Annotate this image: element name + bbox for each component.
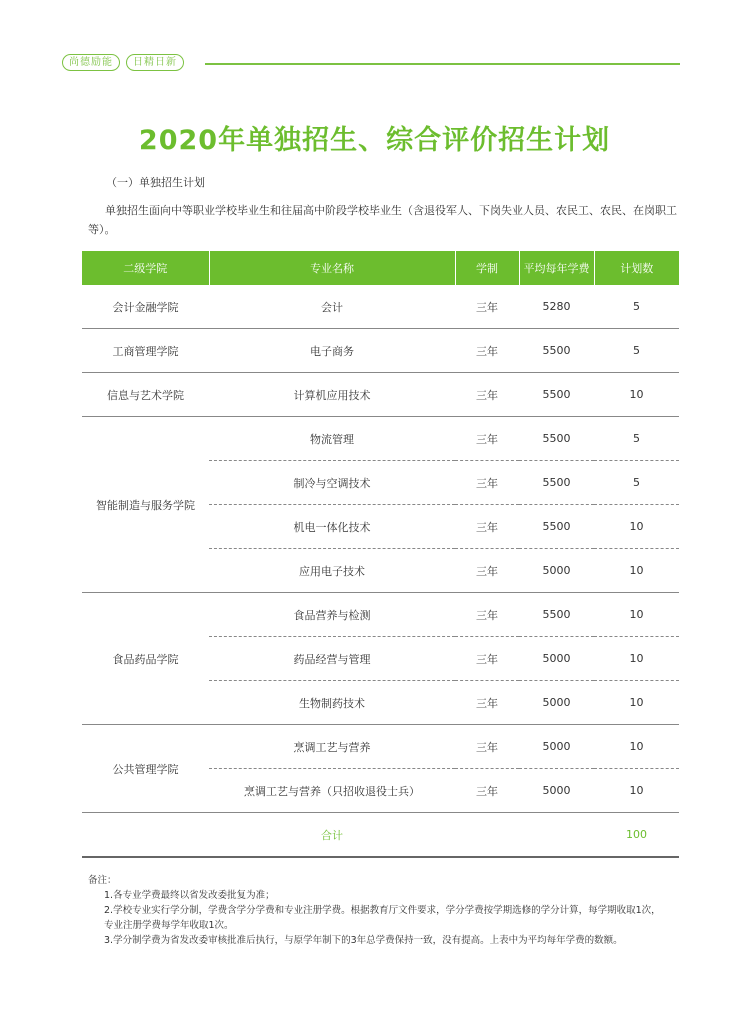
fee-cell: 5000 <box>519 681 594 725</box>
fee-cell: 5000 <box>519 637 594 681</box>
intro-paragraph: 单独招生面向中等职业学校毕业生和往届高中阶段学校毕业生（含退役军人、下岗失业人员、农民工、农民、在岗职工等）。 <box>88 204 677 236</box>
plan-count-cell: 5 <box>594 417 679 461</box>
duration-cell: 三年 <box>455 681 519 725</box>
section-heading: （一）单独招生计划 <box>106 176 205 189</box>
note-item: 1.各专业学费最终以省发改委批复为准； <box>104 890 275 901</box>
header-tag: 尚德励能 <box>62 54 120 71</box>
major-cell: 计算机应用技术 <box>209 373 455 417</box>
fee-cell: 5500 <box>519 373 594 417</box>
fee-cell: 5500 <box>519 593 594 637</box>
table-row <box>82 417 679 461</box>
fee-cell: 5500 <box>519 461 594 505</box>
table-header-row <box>82 251 679 285</box>
plan-count-cell: 10 <box>594 681 679 725</box>
fee-cell: 5000 <box>519 769 594 813</box>
duration-cell: 三年 <box>455 329 519 373</box>
major-cell: 烹调工艺与营养 <box>209 725 455 769</box>
duration-cell: 三年 <box>455 725 519 769</box>
total-row <box>82 813 679 858</box>
fee-cell: 5500 <box>519 505 594 549</box>
college-cell: 智能制造与服务学院 <box>82 417 209 593</box>
total-label: 合计 <box>209 813 455 858</box>
plan-count-cell: 10 <box>594 637 679 681</box>
major-cell: 烹调工艺与营养（只招收退役士兵） <box>209 769 455 813</box>
major-cell: 制冷与空调技术 <box>209 461 455 505</box>
major-cell: 生物制药技术 <box>209 681 455 725</box>
major-cell: 食品营养与检测 <box>209 593 455 637</box>
column-header-duration: 学制 <box>455 251 519 285</box>
notes-label: 备注： <box>88 875 117 886</box>
duration-cell: 三年 <box>455 373 519 417</box>
plan-count-cell: 10 <box>594 549 679 593</box>
duration-cell: 三年 <box>455 417 519 461</box>
duration-cell: 三年 <box>455 637 519 681</box>
column-header-plan: 计划数 <box>594 251 679 285</box>
plan-count-cell: 5 <box>594 461 679 505</box>
duration-cell: 三年 <box>455 593 519 637</box>
major-cell: 会计 <box>209 285 455 329</box>
table-row <box>82 285 679 329</box>
college-cell: 工商管理学院 <box>82 329 209 373</box>
major-cell: 应用电子技术 <box>209 549 455 593</box>
total-value: 100 <box>594 813 679 858</box>
enrollment-plan-table <box>82 251 679 858</box>
college-cell: 会计金融学院 <box>82 285 209 329</box>
plan-count-cell: 10 <box>594 593 679 637</box>
column-header-major: 专业名称 <box>209 251 455 285</box>
total-spacer-cell <box>519 813 594 858</box>
note-item-continuation: 专业注册学费每学年收取1次。 <box>104 920 234 931</box>
header-divider <box>205 63 680 65</box>
table-row <box>82 593 679 637</box>
notes <box>88 873 688 948</box>
duration-cell: 三年 <box>455 549 519 593</box>
duration-cell: 三年 <box>455 769 519 813</box>
note-item: 3.学分制学费为省发改委审核批准后执行，与原学年制下的3年总学费保持一致，没有提高。上表中为平均每年学费的数额。 <box>104 935 623 946</box>
table-row <box>82 329 679 373</box>
table-row <box>82 725 679 769</box>
header-tag: 日精日新 <box>126 54 184 71</box>
plan-count-cell: 5 <box>594 329 679 373</box>
fee-cell: 5000 <box>519 549 594 593</box>
plan-count-cell: 5 <box>594 285 679 329</box>
plan-count-cell: 10 <box>594 505 679 549</box>
college-cell: 公共管理学院 <box>82 725 209 813</box>
major-cell: 机电一体化技术 <box>209 505 455 549</box>
table-row <box>82 373 679 417</box>
major-cell: 物流管理 <box>209 417 455 461</box>
plan-count-cell: 10 <box>594 373 679 417</box>
duration-cell: 三年 <box>455 505 519 549</box>
total-spacer-cell <box>82 813 209 858</box>
page-title: 2020年单独招生、综合评价招生计划 <box>138 125 611 156</box>
college-cell: 信息与艺术学院 <box>82 373 209 417</box>
plan-count-cell: 10 <box>594 725 679 769</box>
fee-cell: 5000 <box>519 725 594 769</box>
plan-count-cell: 10 <box>594 769 679 813</box>
duration-cell: 三年 <box>455 461 519 505</box>
total-spacer-cell <box>455 813 519 858</box>
fee-cell: 5280 <box>519 285 594 329</box>
college-cell: 食品药品学院 <box>82 593 209 725</box>
column-header-college: 二级学院 <box>82 251 209 285</box>
note-item: 2.学校专业实行学分制，学费含学分学费和专业注册学费。根据教育厅文件要求，学分学费按学期选修的学分计算，每学期收取1次， <box>104 905 661 916</box>
column-header-fee: 平均每年学费 <box>519 251 594 285</box>
fee-cell: 5500 <box>519 329 594 373</box>
header-tags <box>62 54 184 71</box>
table-body <box>82 285 679 857</box>
duration-cell: 三年 <box>455 285 519 329</box>
major-cell: 电子商务 <box>209 329 455 373</box>
fee-cell: 5500 <box>519 417 594 461</box>
major-cell: 药品经营与管理 <box>209 637 455 681</box>
